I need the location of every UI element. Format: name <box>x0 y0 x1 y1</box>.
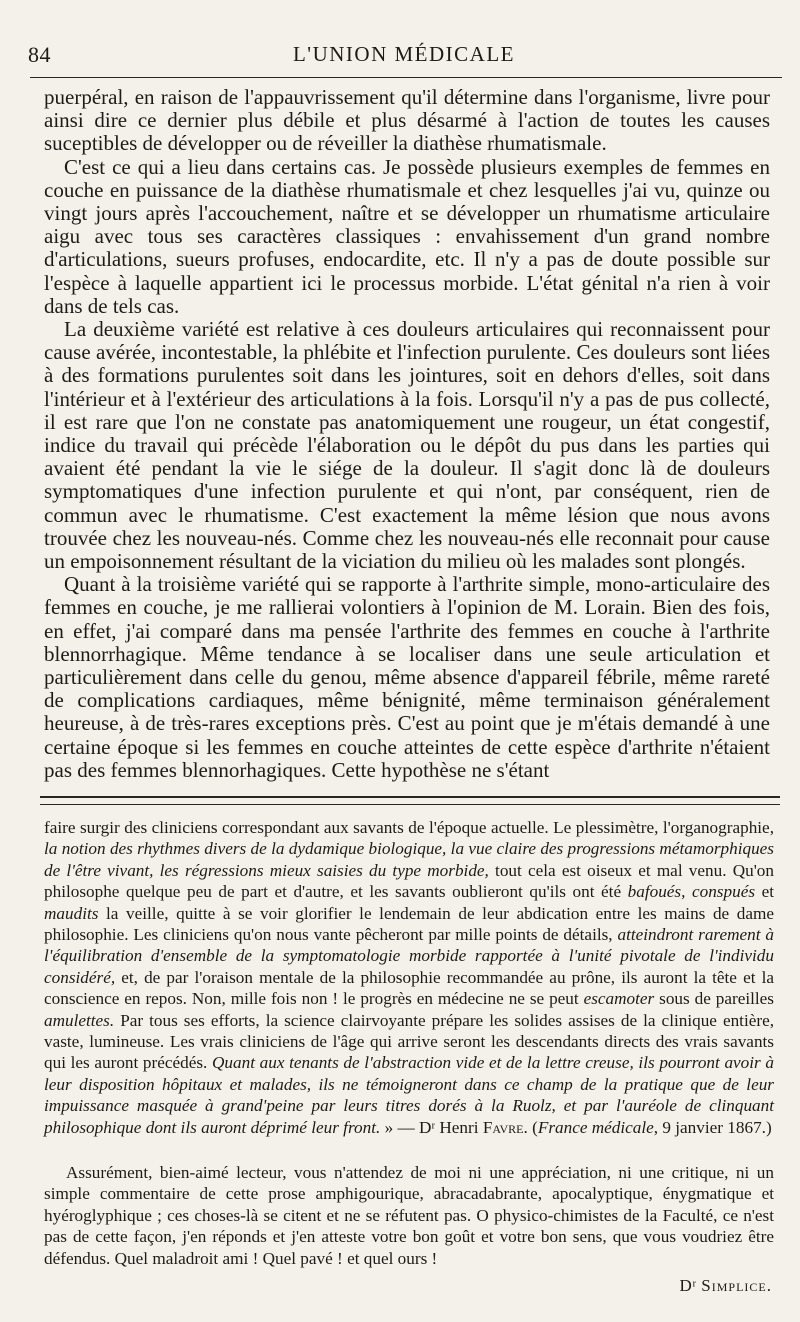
paragraph-1: puerpéral, en raison de l'appauvrissement qu'il détermine dans l'organisme, livre pour ainsi dire ce dernier plus débile et plus désarmé à l'action de toutes les causes suceptibles de développer ou de réveiller la diathèse rhumatismale. <box>44 85 770 156</box>
footnote-text: et, de par l'oraison mentale de la philosophie recommandée au prône, ils auront la tête et la conscience en repos. Non, mille fois non ! le progrès en médecine ne se peut <box>44 967 774 1009</box>
footnote-italic-text: bafoués, conspués <box>627 882 756 902</box>
signature <box>680 1276 772 1296</box>
footnote-text: la veille, quitte à se voir glorifier le lendemain de leur abdication entre les mains de dame philosophie. Les cliniciens qu'on nous vante pêcheront par mille points de détails, <box>44 903 774 945</box>
footnote-source: France médicale <box>537 1117 654 1137</box>
footnote-author: Favre <box>482 1117 524 1137</box>
paragraph-4: Quant à la troisième variété qui se rapporte à l'arthrite simple, mono-articulaire des femmes en couche, je me rallierai volontiers à l'opinion de M. Lorain. Bien des fois, en effet, j'ai comparé dans ma pensée l'arthrite des femmes en couche à l'arthrite blennorrhagique. Même tendance à se localiser dans une seule articulation et particulièrement dans celle du genou, même absence d'appareil fébrile, même rareté de complications cardiaques, même bénignité, même terminaison généralement heureuse, à de très-rares exceptions près. C'est au point que je m'étais demandé à une certaine époque si les femmes en couche atteintes de cette espèce d'arthrite n'étaient pas des femmes blennorhagiques. Cette hypothèse ne s'étant <box>44 572 770 782</box>
paragraph-3: La deuxième variété est relative à ces douleurs articulaires qui reconnaissent pour cause avérée, incontestable, la phlébite et l'infection purulente. Ces douleurs sont liées à des formations purulentes soit dans les jointures, soit en dehors d'elles, soit dans l'intérieur et à l'extérieur des articulations à la fois. Lorsqu'il n'y a pas de pus collecté, il est rare que l'on ne constate pas anatomiquement une rougeur, un état congestif, indice du travail qui précède l'élaboration ou le dépôt du pus dans les parties qui avaient été pendant la vie le siége de la douleur. Il s'agit donc là de douleurs symptomatiques d'une infection purulente et qui n'ont, par conséquent, rien de commun avec le rhumatisme. C'est exactement la même lésion que nous avons trouvée chez les nouveau-nés. Comme chez les nouveau-nés elle reconnait pour cause un empoisonnement résultant de la viciation du milieu où les malades sont plongés. <box>44 317 770 574</box>
page-header <box>28 42 780 72</box>
footnote-italic-text: amulettes. <box>44 1010 115 1030</box>
paragraph-2: C'est ce qui a lieu dans certains cas. Je possède plusieurs exemples de femmes en couche en puissance de la diathèse rhumatismale et chez lesquelles j'ai vu, quinze ou vingt jours après l'accouchement, naître et se développer un rhumatisme articulaire aigu avec tous ses caractères classiques : envahissement d'un grand nombre d'articulations, sueurs profuses, endocardite, etc. Il n'y a pas de doute possible sur l'espèce à laquelle appartient ici le processus morbide. L'état génital n'a rien à voir dans de tels cas. <box>44 154 770 318</box>
footnote-text: Par tous ses efforts, la science clairvoyante prépare les solides assises de la clinique entière, vaste, lumineuse. Les vrais cliniciens de l'âge qui arrive seront les descendants directs des vrais savants qui les auront précédés. <box>44 1010 774 1073</box>
footnote-paragraph <box>44 817 774 1138</box>
page-number: 84 <box>28 42 51 67</box>
signature-title: Dʳ <box>679 1276 702 1295</box>
footnote-text: , 9 janvier 1867.) <box>653 1117 772 1137</box>
footnote-text: tout cela est oiseux et mal venu. Qu'on philosophe quelque peu de part et d'autre, et les savants oublieront qu'ils ont été <box>44 860 774 902</box>
footnote-italic-text: atteindront rarement à l'équilibration d'ensemble de la symptomatologie morbide rapportée à l'unité pivotale de l'individu considéré, <box>44 925 774 987</box>
footnote-separator <box>40 796 780 805</box>
footnote-italic-text: Quant aux tenants de l'abstraction vide et de la lettre creuse, ils pourront avoir à leur disposition hôpitaux et malades, ils ne témoigneront dans ce champ de la pratique que de leur impuissance masquée à grand'peine par leurs titres dorés à la Ruolz, et par l'auréole de clinquant philosophique dont ils auront déprimé leur front. <box>44 1053 774 1137</box>
closing-remarks <box>44 1162 774 1269</box>
footnote-text: » — Dʳ Henri <box>380 1117 483 1137</box>
header-rule <box>30 77 782 78</box>
footnote-text: sous de pareilles <box>654 989 774 1009</box>
footnote-italic-text: la notion des rhythmes divers de la dydamique biologique, la vue claire des progressions métamorphiques de l'être vivant, les régressions mieux saisies du type morbide, <box>44 839 774 880</box>
footnote-italic-text: escamoter <box>583 989 655 1009</box>
running-title: L'UNION MÉDICALE <box>292 42 515 66</box>
footnote-text: faire surgir des cliniciens correspondant aux savants de l'époque actuelle. Le plessimètre, l'organographie, <box>44 818 774 837</box>
footnote-quote <box>44 817 774 1138</box>
signature-name: Simplice. <box>701 1276 772 1295</box>
closing-paragraph: Assurément, bien-aimé lecteur, vous n'attendez de moi ni une appréciation, ni une critique, ni un simple commentaire de cette prose amphigourique, abracadabrante, apocalyptique, énygmatique et hyéroglyphique ; ces choses-là se citent et ne se réfutent pas. O physico-chimistes de la Faculté, ce n'est pas de cette façon, j'en réponds et j'en atteste votre bon goût et votre bon sens, que vous voudriez être défendus. Quel maladroit ami ! Quel pavé ! et quel ours ! <box>44 1163 774 1268</box>
footnote-text: et <box>755 882 774 902</box>
footnote-italic-text: maudits <box>44 903 99 923</box>
main-text <box>44 86 770 782</box>
footnote-text: . ( <box>523 1117 538 1137</box>
